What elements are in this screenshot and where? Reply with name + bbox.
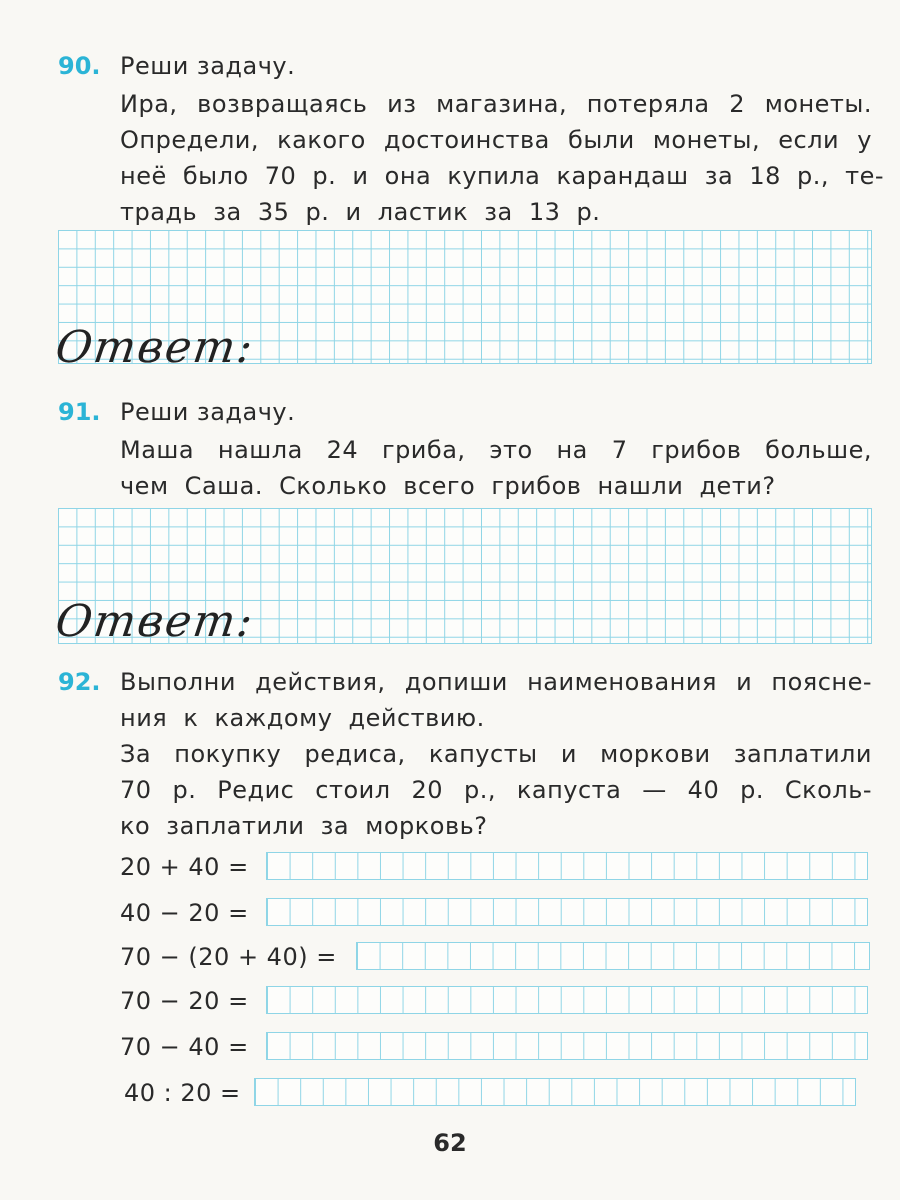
- text-line: Ира, возвращаясь из магазина, потеряла 2 монеты.: [120, 90, 872, 118]
- text-line: традь за 35 р. и ластик за 13 р.: [120, 198, 601, 226]
- answer-label: Ответ:: [52, 596, 258, 647]
- expression: 70 − (20 + 40) =: [120, 943, 337, 971]
- task-number: 90.: [58, 52, 101, 80]
- expression: 70 − 40 =: [120, 1033, 249, 1061]
- task-text: [120, 432, 872, 504]
- task-text: [120, 664, 872, 844]
- text-line: За покупку редиса, капусты и моркови заплатили: [120, 740, 872, 768]
- text-line: 70 р. Редис стоил 20 р., капуста — 40 р. Сколь-: [120, 776, 872, 804]
- task-text: [120, 86, 885, 230]
- expression-row: [0, 986, 900, 1016]
- text-line: ния к каждому действию.: [120, 704, 485, 732]
- expression-row: [0, 852, 900, 882]
- answer-cells[interactable]: [266, 986, 868, 1014]
- page-number: 62: [433, 1129, 467, 1157]
- text-line: чем Саша. Сколько всего грибов нашли дети?: [120, 472, 776, 500]
- answer-cells[interactable]: [356, 942, 870, 970]
- text-line: ко заплатили за морковь?: [120, 812, 488, 840]
- answer-cells[interactable]: [266, 898, 868, 926]
- expression: 20 + 40 =: [120, 853, 249, 881]
- answer-cells[interactable]: [266, 852, 868, 880]
- expression: 40 − 20 =: [120, 899, 249, 927]
- expression: 40 : 20 =: [124, 1079, 241, 1107]
- expression-row: [0, 1032, 900, 1062]
- text-line: Выполни действия, допиши наименования и поясне-: [120, 668, 872, 696]
- answer-cells[interactable]: [266, 1032, 868, 1060]
- text-line: Определи, какого достоинства были монеты, если у: [120, 126, 872, 154]
- expression: 70 − 20 =: [120, 987, 249, 1015]
- expression-row: [0, 942, 900, 972]
- text-line: неё было 70 р. и она купила карандаш за 18 р., те-: [120, 162, 885, 190]
- text-line: Маша нашла 24 гриба, это на 7 грибов больше,: [120, 436, 872, 464]
- answer-cells[interactable]: [254, 1078, 856, 1106]
- task-number: 91.: [58, 398, 101, 426]
- task-heading: Реши задачу.: [120, 52, 296, 80]
- expression-row: [0, 898, 900, 928]
- expression-row: [0, 1078, 900, 1108]
- task-heading: Реши задачу.: [120, 398, 296, 426]
- task-number: 92.: [58, 668, 101, 696]
- answer-label: Ответ:: [52, 322, 258, 373]
